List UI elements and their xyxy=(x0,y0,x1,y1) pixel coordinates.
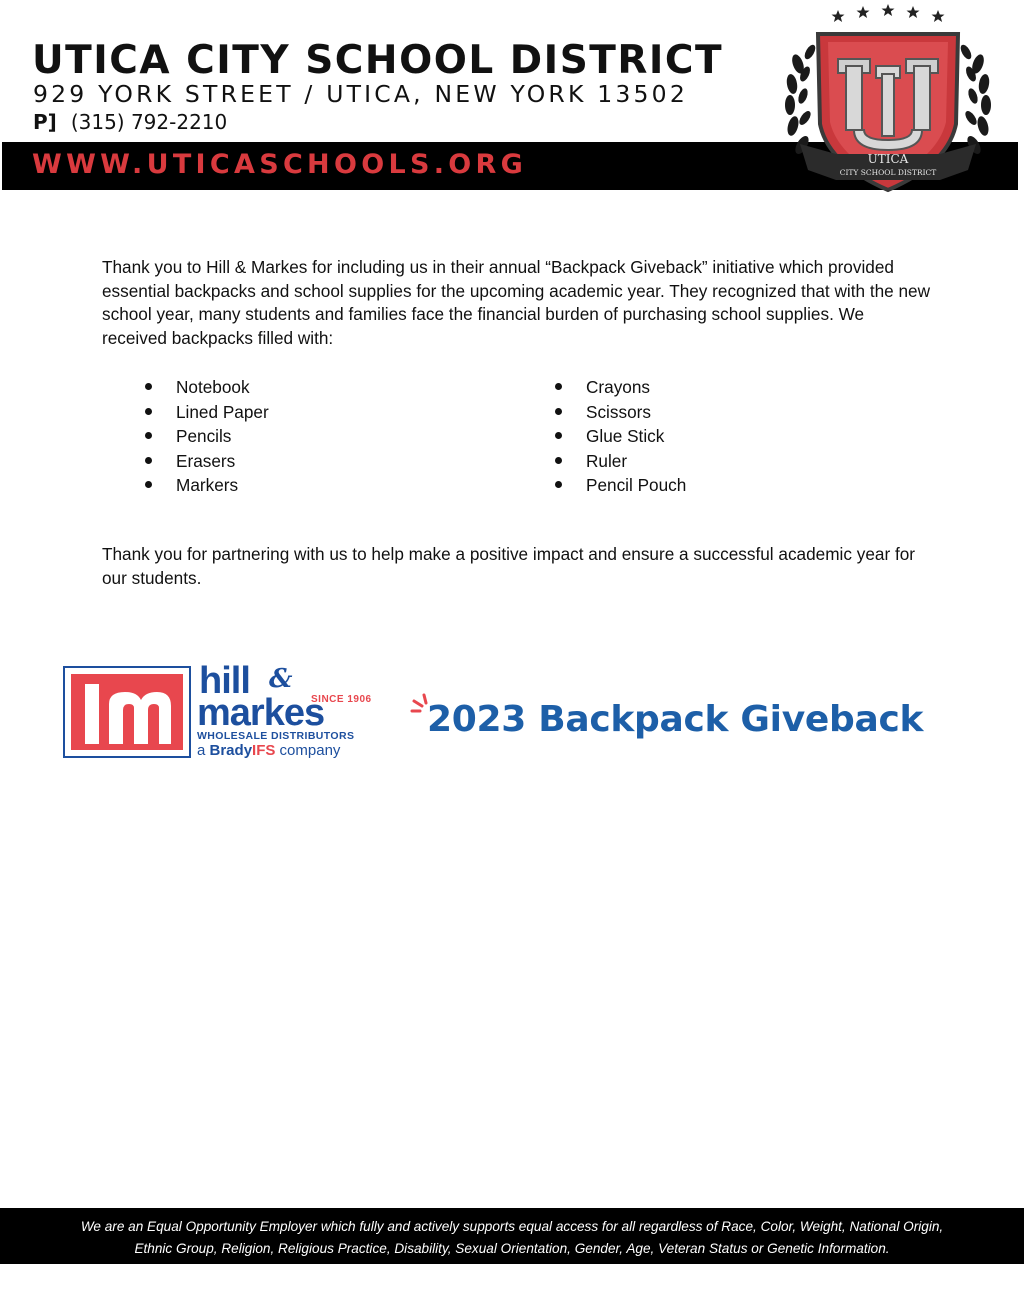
hm-hill-text: hill xyxy=(199,660,250,702)
list-item: Ruler xyxy=(552,449,686,474)
hm-ampersand: & xyxy=(269,664,293,694)
bullet-icon xyxy=(145,408,152,415)
hill-markes-logo xyxy=(63,660,383,764)
district-phone xyxy=(33,110,227,134)
letter-closing xyxy=(102,543,932,590)
hm-wholesale: WHOLESALE DISTRIBUTORS xyxy=(197,730,355,742)
bullet-icon xyxy=(555,432,562,439)
star-icon xyxy=(907,6,920,18)
giveback-title: 2023 Backpack Giveback xyxy=(427,699,924,740)
supply-list-right xyxy=(552,375,686,498)
list-item: Markers xyxy=(142,473,269,498)
district-address: 929 YORK STREET / UTICA, NEW YORK 13502 xyxy=(33,80,688,108)
district-crest-logo xyxy=(778,4,998,196)
bullet-icon xyxy=(555,457,562,464)
list-item: Crayons xyxy=(552,375,686,400)
list-item: Pencils xyxy=(142,424,269,449)
hm-markes-text: markes xyxy=(197,692,325,734)
list-item: Lined Paper xyxy=(142,400,269,425)
bullet-icon xyxy=(555,408,562,415)
bullet-icon xyxy=(145,383,152,390)
bullet-icon xyxy=(145,432,152,439)
star-icon xyxy=(832,10,845,22)
list-item: Erasers xyxy=(142,449,269,474)
list-item: Scissors xyxy=(552,400,686,425)
crest-banner-line1: UTICA xyxy=(867,152,909,166)
letterhead xyxy=(0,0,1024,195)
list-item: Pencil Pouch xyxy=(552,473,686,498)
bullet-icon xyxy=(555,481,562,488)
phone-label: P] xyxy=(33,110,57,134)
supply-list-left xyxy=(142,375,269,498)
list-item: Notebook xyxy=(142,375,269,400)
eeo-line-1: We are an Equal Opportunity Employer which fully and actively supports equal access for all regardless of Race, Color, Weight, National Origin, xyxy=(80,1219,944,1234)
intro-paragraph: Thank you to Hill & Markes for including us in their annual “Backpack Giveback” initiative which provided essential backpacks and school supplies for the upcoming academic year. They recognized that with the new school year, many students and families face the financial burden of purchasing school supplies. We received backpacks filled with: xyxy=(102,257,931,348)
hm-since: SINCE 1906 xyxy=(311,694,372,705)
district-name: UTICA CITY SCHOOL DISTRICT xyxy=(32,38,724,83)
list-item: Glue Stick xyxy=(552,424,686,449)
bullet-icon xyxy=(145,481,152,488)
hm-brady-line: a BradyIFS company xyxy=(197,742,341,759)
star-icon xyxy=(932,10,945,22)
backpack-giveback-logo xyxy=(410,693,950,753)
hm-monogram-icon xyxy=(63,666,191,758)
website-link[interactable]: WWW.UTICASCHOOLS.ORG xyxy=(32,149,528,180)
bullet-icon xyxy=(145,457,152,464)
letter-intro xyxy=(102,256,932,350)
bullet-icon xyxy=(555,383,562,390)
laurel-right-icon xyxy=(959,43,991,156)
eeo-line-2: Ethnic Group, Religion, Religious Practice, Disability, Sexual Orientation, Gender, Age, Veteran Status or Genetic Information. xyxy=(134,1241,890,1256)
crest-stars xyxy=(832,4,945,22)
phone-number[interactable]: (315) 792-2210 xyxy=(70,110,228,134)
laurel-left-icon xyxy=(785,43,817,156)
eeo-statement xyxy=(0,1216,1024,1260)
crest-banner-line2: CITY SCHOOL DISTRICT xyxy=(839,168,937,177)
star-icon xyxy=(882,4,895,16)
star-icon xyxy=(857,6,870,18)
footer-bar xyxy=(0,1208,1024,1264)
closing-paragraph: Thank you for partnering with us to help make a positive impact and ensure a successful academic year for our students. xyxy=(102,544,915,588)
